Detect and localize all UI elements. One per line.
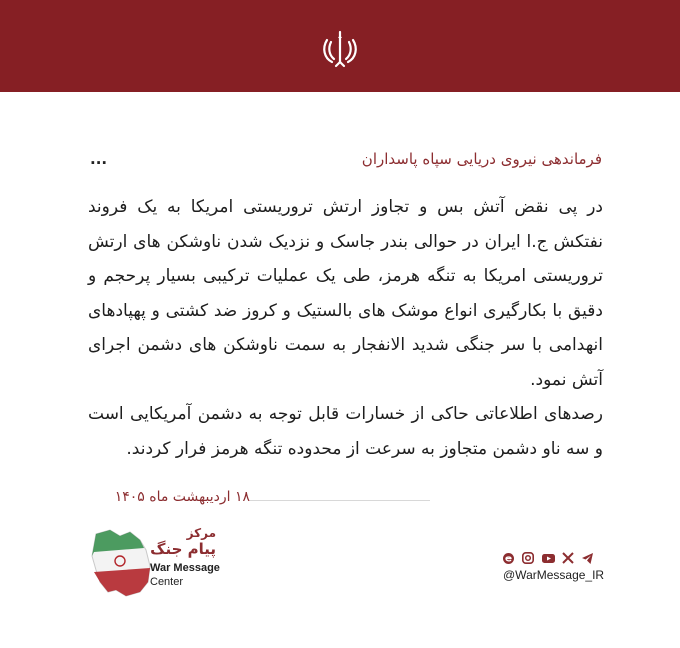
- post-paragraph-2: رصدهای اطلاعاتی حاکی از خسارات قابل توجه به دشمن آمریکایی است و سه ناو دشمن متجاوز به سرعت از محدوده تنگه هرمز فرار کردند.: [88, 404, 603, 459]
- iran-map-flag-icon: [90, 526, 154, 598]
- iran-emblem-icon: [318, 26, 362, 70]
- post-date: ۱۸ اردیبهشت ماه ۱۴۰۵: [114, 489, 250, 505]
- post-body: [88, 190, 603, 466]
- header-banner: [0, 0, 680, 92]
- logo-label-markaz: مرکز: [186, 526, 216, 540]
- post-subtitle: فرماندهی نیروی دریایی سپاه پاسداران: [361, 150, 602, 168]
- post-paragraph-1: در پی نقض آتش بس و تجاوز ارتش تروریستی امریکا به یک فروند نفتکش ج.ا ایران در حوالی بندر جاسک و نزدیک شدن ناوشکن های ارتش تروریستی امریکا به تنگه هرمز، طی یک عملیات ترکیبی بسیار پرحجم و دقیق با بکارگیری انواع موشک های بالستیک و کروز ضد کشتی و پهپادهای انهدامی با سر جنگی شدید الانفجار به سمت ناوشکن های دشمن اجرای آتش نمود.: [88, 197, 603, 390]
- social-handle[interactable]: @WarMessage_IR: [503, 568, 605, 582]
- x-icon[interactable]: [561, 552, 574, 565]
- youtube-icon[interactable]: [542, 552, 555, 565]
- war-message-logo: [90, 524, 230, 602]
- subtitle-row: [82, 150, 602, 168]
- ellipsis-mark: ...: [90, 150, 108, 168]
- social-icons: [502, 550, 594, 566]
- logo-label-english-2: Center: [150, 576, 184, 588]
- eitaa-icon[interactable]: [502, 552, 515, 565]
- instagram-icon[interactable]: [522, 552, 535, 565]
- telegram-icon[interactable]: [581, 552, 594, 565]
- date-divider: [250, 500, 430, 501]
- logo-label-persian: پیام جنگ: [150, 540, 216, 558]
- logo-label-english-1: War Message: [150, 562, 220, 574]
